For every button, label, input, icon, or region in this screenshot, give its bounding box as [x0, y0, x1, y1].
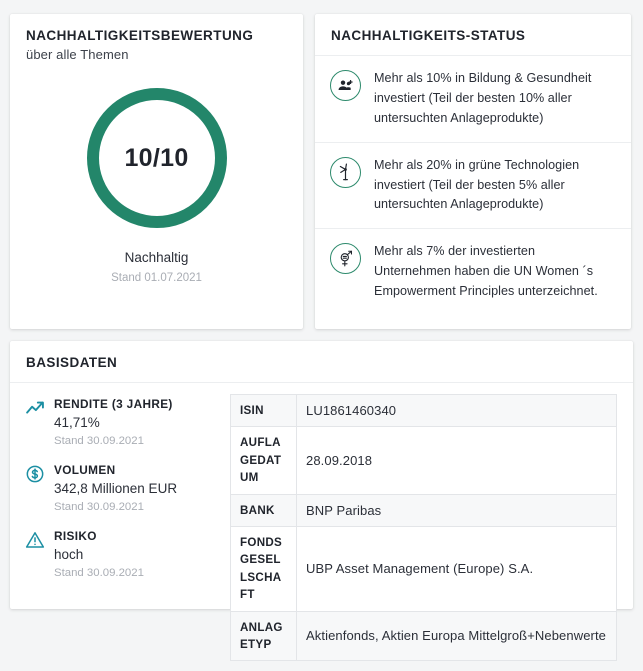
basics-card-title: BASISDATEN: [26, 355, 118, 370]
kpi-date: Stand 30.09.2021: [54, 435, 144, 447]
status-card-title: NACHHALTIGKEITS-STATUS: [331, 28, 526, 43]
basics-kpi-list: [10, 383, 220, 671]
people-group-add-icon: [330, 70, 361, 101]
kpi-name: VOLUMEN: [54, 463, 116, 477]
kpi-body: [54, 397, 173, 447]
status-item-text: Mehr als 10% in Bildung & Gesundheit investiert (Teil der besten 10% aller untersuchten Anlageprodukte): [374, 71, 592, 125]
fund-detail-table: [230, 394, 617, 661]
kpi-body: [54, 463, 177, 513]
table-row: [231, 526, 617, 611]
kpi-date: Stand 30.09.2021: [54, 501, 144, 513]
table-cell-key: AUFLAGEDATUM: [231, 427, 297, 494]
basics-detail-table-wrap: [220, 383, 633, 671]
kpi-volumen: [25, 463, 210, 513]
kpi-value: 342,8 Millionen EUR: [54, 481, 178, 496]
top-row: [10, 14, 633, 329]
kpi-name: RENDITE (3 JAHRE): [54, 397, 173, 411]
table-row: [231, 395, 617, 427]
basics-card: [10, 341, 633, 651]
table-cell-value: LU1861460340: [297, 395, 617, 427]
status-list-item: [315, 229, 631, 315]
rating-score-value: 10/10: [124, 143, 189, 172]
status-item-text: Mehr als 20% in grüne Technologien investiert (Teil der besten 5% aller untersuchten Anlageprodukte): [374, 157, 580, 212]
kpi-rendite: [25, 397, 210, 447]
rating-donut-chart: [87, 88, 227, 228]
rating-date: Stand 01.07.2021: [111, 272, 202, 284]
basics-card-header: [10, 341, 633, 383]
warning-triangle-icon: [25, 530, 45, 550]
dollar-circle-icon: [25, 464, 45, 484]
rating-card-title: NACHHALTIGKEITSBEWERTUNG: [26, 28, 254, 43]
table-cell-key: ANLAGETYP: [231, 611, 297, 661]
status-list-item: [315, 56, 631, 143]
kpi-name: RISIKO: [54, 529, 97, 543]
status-list-item: [315, 143, 631, 230]
rating-label: Nachhaltig: [124, 250, 189, 265]
kpi-risiko: [25, 529, 210, 579]
kpi-value: 41,71%: [54, 415, 100, 430]
gender-equality-icon: [330, 243, 361, 274]
table-cell-key: BANK: [231, 494, 297, 526]
table-row: [231, 494, 617, 526]
table-cell-key: ISIN: [231, 395, 297, 427]
rating-card-header: [10, 14, 303, 74]
basics-body: [10, 383, 633, 671]
table-cell-value: 28.09.2018: [297, 427, 617, 494]
status-item-text: Mehr als 7% der investierten Unternehmen haben die UN Women ´s Empowerment Principles unterzeichnet.: [374, 244, 598, 299]
status-card-header: [315, 14, 631, 56]
rating-donut-wrap: [10, 74, 303, 284]
table-cell-value: Aktienfonds, Aktien Europa Mittelgroß+Nebenwerte: [297, 611, 617, 661]
table-row: [231, 611, 617, 661]
trending-up-icon: [25, 398, 45, 418]
kpi-date: Stand 30.09.2021: [54, 567, 144, 579]
rating-card-subtitle: über alle Themen: [26, 47, 129, 62]
kpi-value: hoch: [54, 547, 84, 562]
wind-turbine-icon: [330, 157, 361, 188]
status-list: [315, 56, 631, 315]
table-row: [231, 427, 617, 494]
kpi-body: [54, 529, 144, 579]
table-cell-key: FONDSGESELLSCHAFT: [231, 526, 297, 611]
table-cell-value: UBP Asset Management (Europe) S.A.: [297, 526, 617, 611]
table-cell-value: BNP Paribas: [297, 494, 617, 526]
sustainability-rating-card: [10, 14, 303, 329]
sustainability-status-card: [315, 14, 631, 329]
